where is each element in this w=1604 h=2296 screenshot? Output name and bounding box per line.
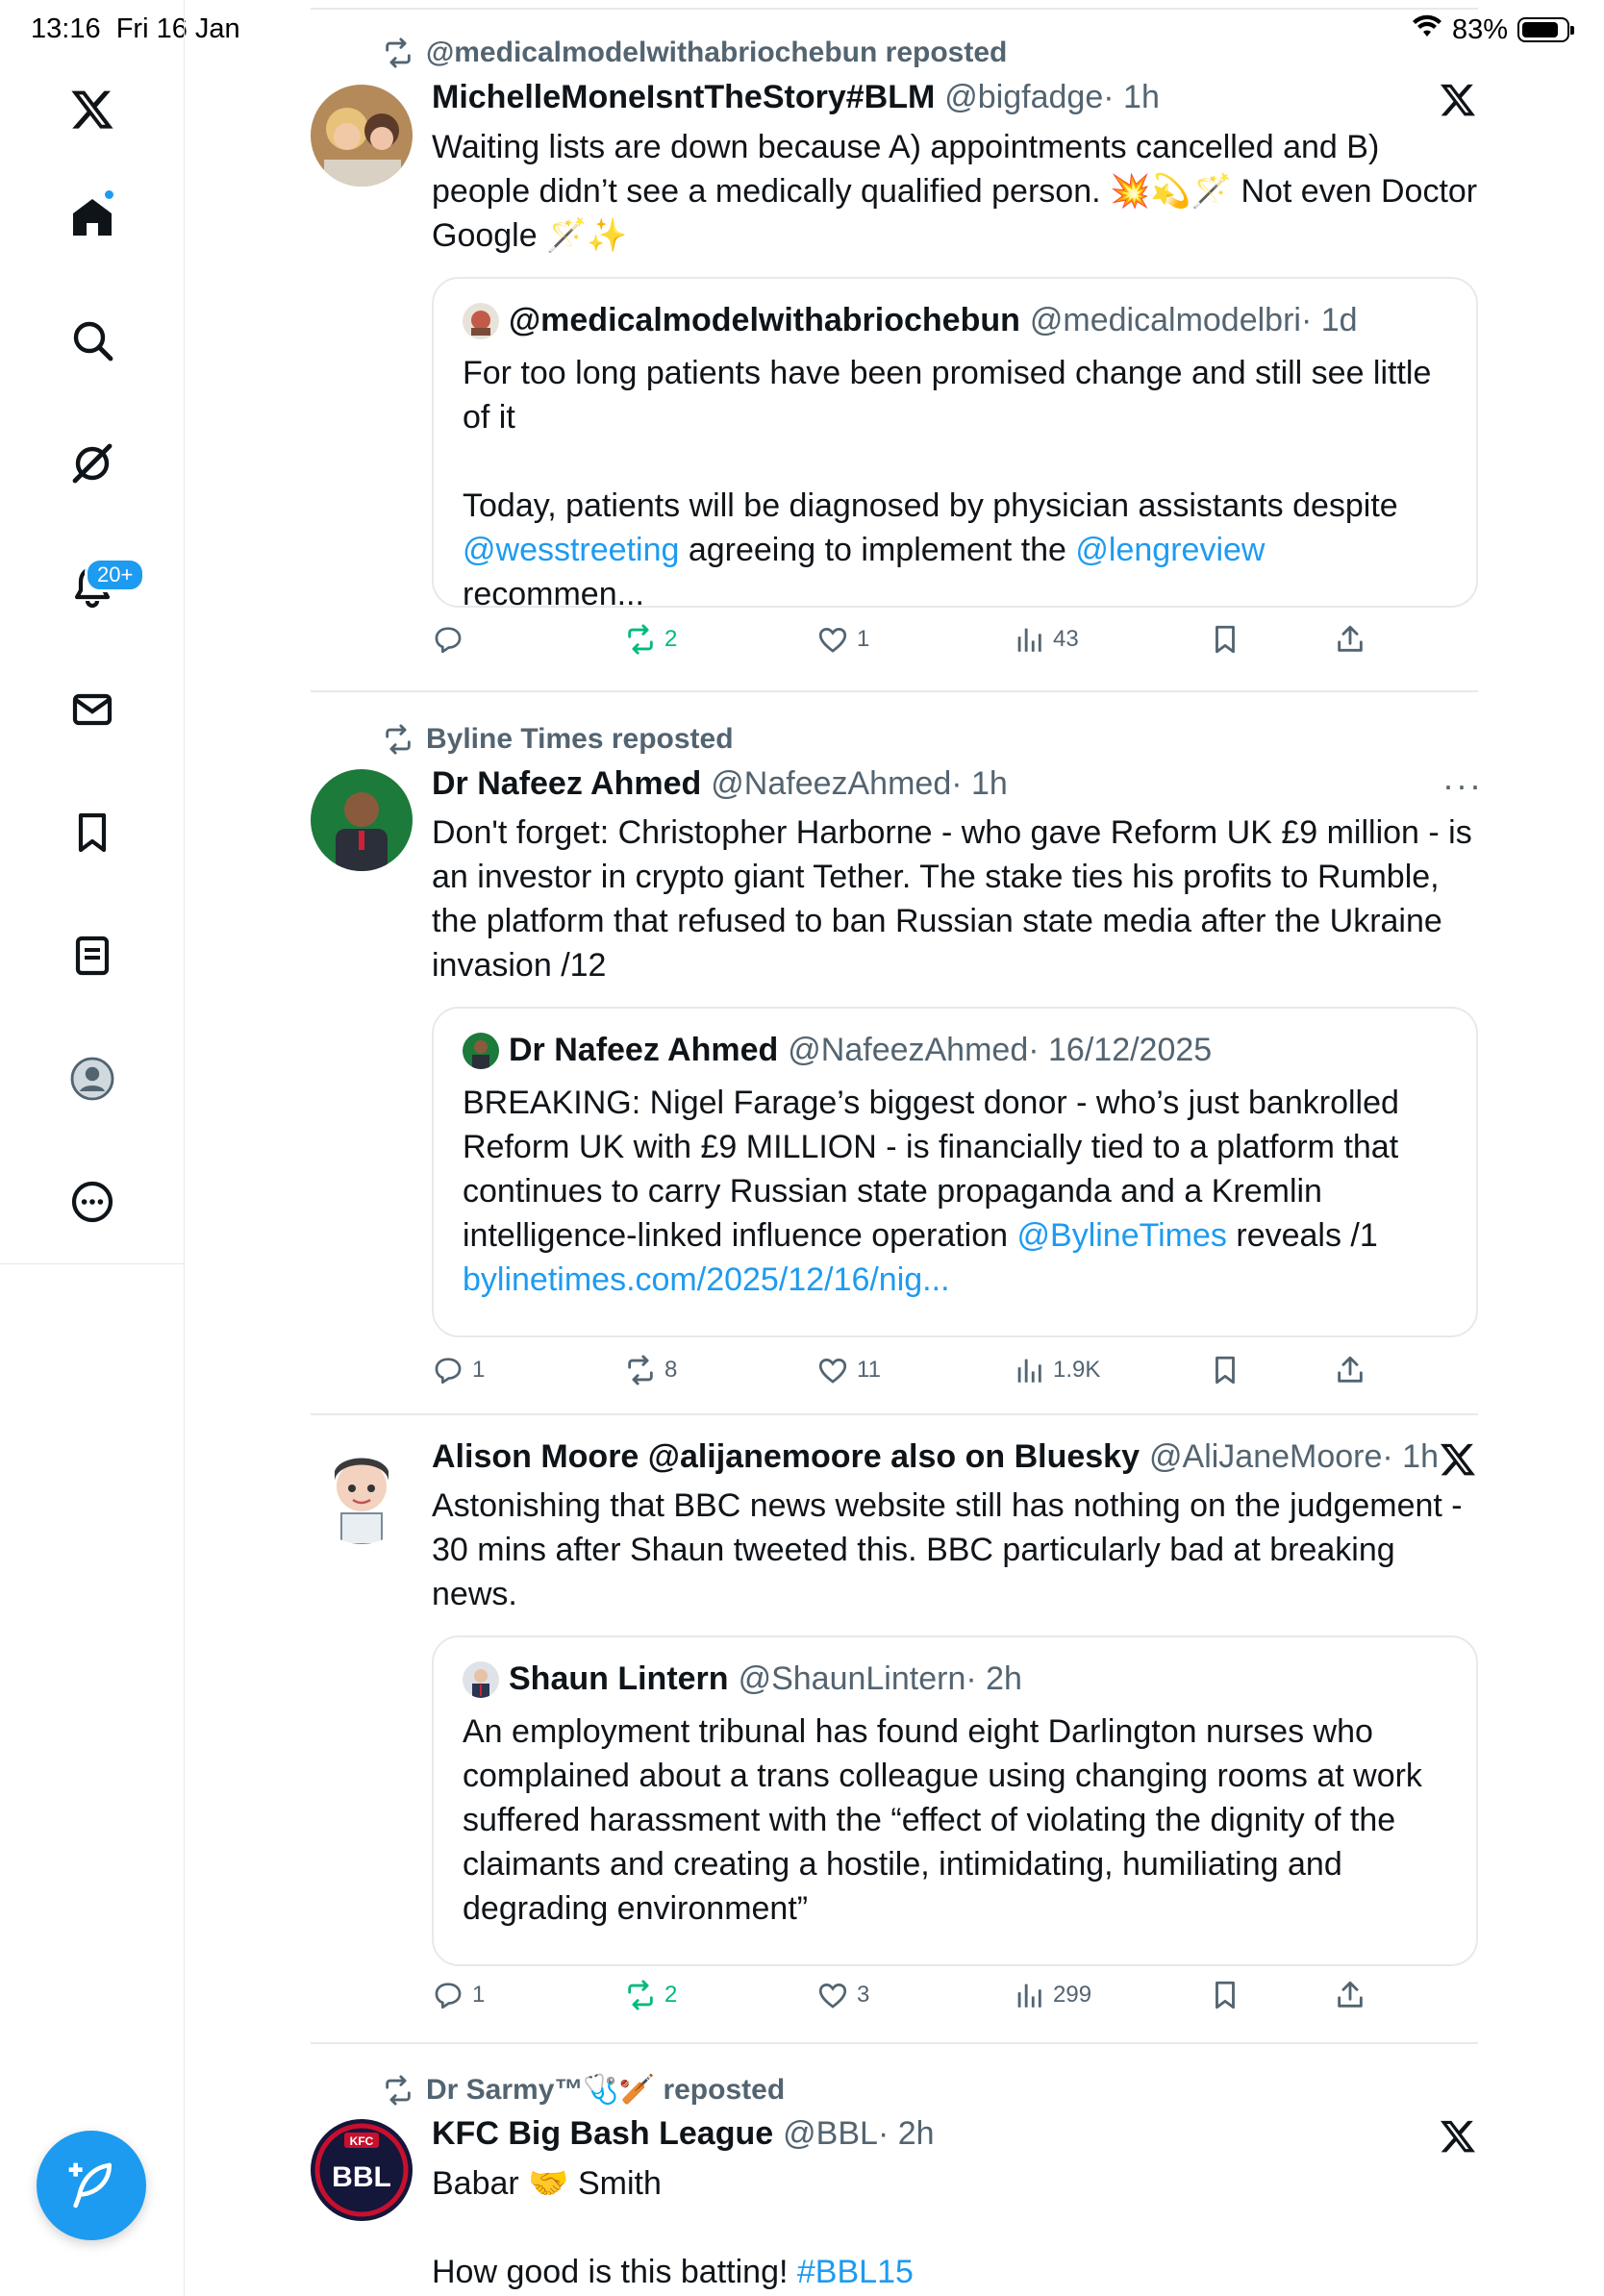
sidebar-divider (0, 1263, 185, 1264)
author-name[interactable]: Dr Nafeez Ahmed (432, 765, 702, 802)
mention-link[interactable]: @wesstreeting (463, 532, 680, 568)
share-button[interactable] (1334, 623, 1366, 656)
author-name[interactable]: Alison Moore @alijanemoore also on Bluesky (432, 1438, 1140, 1475)
tweet-actions (432, 1354, 1451, 1402)
tweet-divider (311, 2042, 1478, 2044)
quoted-author-handle: @medicalmodelbri· 1d (1029, 302, 1358, 338)
feather-plus-icon (64, 2159, 118, 2212)
clock: 13:16 (31, 13, 101, 44)
views-button[interactable]: 1.9K (1013, 1354, 1100, 1386)
reply-button[interactable]: 1 (432, 1979, 485, 2011)
quoted-author-handle: @NafeezAhmed· 16/12/2025 (788, 1032, 1213, 1068)
heart-icon (816, 1979, 849, 2011)
home-unread-dot (103, 188, 115, 201)
quoted-avatar (463, 1033, 499, 1069)
bookmark-icon (1209, 623, 1241, 656)
quoted-text: BREAKING: Nigel Farage’s biggest donor - who’s just bankrolled Reform UK with £9 MILLION - is financially tied to a platform that continues to carry Russian state propaganda and a Kremlin intelligence-linked influence operation @BylineTimes reveals /1 bylinetimes.com/2025/12/16/nig... (463, 1081, 1447, 1302)
timestamp: · 1h (951, 765, 1008, 802)
tweet-text: Don't forget: Christopher Harborne - who gave Reform UK £9 million - is an investor in crypto giant Tether. The stake ties his profits to Rumble, the platform that refused to ban Russian state media after the Ukraine invasion /12 (432, 814, 1472, 984)
quoted-tweet[interactable] (432, 1007, 1478, 1337)
reply-icon (432, 1354, 464, 1386)
repost-icon (624, 623, 657, 656)
repost-button[interactable]: 2 (624, 1979, 677, 2011)
heart-icon (816, 1354, 849, 1386)
timestamp: · 1h (1382, 1438, 1439, 1475)
grok-icon[interactable] (62, 433, 123, 494)
share-button[interactable] (1334, 1979, 1366, 2011)
author-name[interactable]: MichelleMoneIsntTheStory#BLM (432, 79, 936, 115)
author-handle[interactable]: @bigfadge· 1h (944, 79, 1160, 115)
messages-icon[interactable] (62, 679, 123, 740)
repost-icon (382, 723, 414, 756)
tweet-divider (311, 1413, 1478, 1415)
like-button[interactable]: 3 (816, 1979, 869, 2011)
lists-icon[interactable] (62, 925, 123, 986)
author-handle[interactable]: @AliJaneMoore· 1h (1149, 1438, 1439, 1475)
share-button[interactable] (1334, 1354, 1366, 1386)
heart-icon (816, 623, 849, 656)
repost-button[interactable]: 8 (624, 1354, 677, 1386)
share-icon (1334, 1354, 1366, 1386)
repost-icon (382, 37, 414, 69)
quoted-author-name: Shaun Lintern (509, 1660, 729, 1697)
bookmark-button[interactable] (1209, 623, 1241, 656)
quoted-author-name: Dr Nafeez Ahmed (509, 1032, 779, 1068)
x-logo-icon[interactable] (1439, 2117, 1477, 2156)
tweet-header (432, 79, 1160, 116)
avatar[interactable] (311, 2119, 413, 2221)
quoted-tweet[interactable] (432, 277, 1478, 612)
profile-avatar-icon[interactable] (62, 1048, 123, 1110)
avatar[interactable] (311, 85, 413, 187)
repost-label[interactable] (382, 37, 1007, 69)
repost-by-text: Byline Times reposted (426, 723, 734, 755)
tweet-text: Astonishing that BBC news website still has nothing on the judgement - 30 mins after Shaun tweeted this. BBC particularly bad at breaking news. (432, 1487, 1463, 1612)
repost-label[interactable] (382, 2073, 785, 2107)
like-button[interactable]: 11 (816, 1354, 881, 1386)
tweet-header (432, 1438, 1439, 1476)
x-logo-icon[interactable] (1439, 1440, 1477, 1479)
reply-button[interactable]: 1 (432, 1354, 485, 1386)
tweet-header (432, 765, 1008, 803)
timestamp: · 2h (877, 2115, 935, 2152)
wifi-icon (1412, 13, 1442, 46)
quoted-text: For too long patients have been promised change and still see little of it Today, patients will be diagnosed by physician assistants despite @wesstreeting agreeing to implement the @lengreview recommen... (463, 355, 1432, 612)
mention-link[interactable]: @lengreview (1075, 532, 1266, 568)
quoted-avatar (463, 303, 499, 339)
avatar-brand: KFC (349, 2134, 374, 2148)
author-name[interactable]: KFC Big Bash League (432, 2115, 774, 2152)
reply-button[interactable] (432, 623, 472, 656)
repost-button[interactable]: 2 (624, 623, 677, 656)
repost-icon (382, 2074, 414, 2107)
avatar-label: BBL (332, 2161, 391, 2193)
timestamp: · 1h (1103, 79, 1160, 115)
more-options-button[interactable]: ··· (1442, 765, 1483, 805)
notifications-badge: 20+ (85, 558, 145, 592)
tweet-divider (311, 690, 1478, 692)
date: Fri 16 Jan (115, 13, 240, 44)
tweet-text: Waiting lists are down because A) appointments cancelled and B) people didn’t see a medically qualified person. 💥💫🪄 Not even Doctor Google 🪄✨ (432, 129, 1478, 254)
like-button[interactable]: 1 (816, 623, 869, 656)
article-link[interactable]: bylinetimes.com/2025/12/16/nig... (463, 1261, 950, 1298)
repost-by-text: @medicalmodelwithabriochebun reposted (426, 37, 1008, 68)
views-chart-icon (1013, 1979, 1045, 2011)
views-button[interactable]: 299 (1013, 1979, 1091, 2011)
bookmarks-icon[interactable] (62, 802, 123, 863)
sidebar (0, 0, 185, 2296)
battery-icon (1517, 17, 1569, 42)
status-indicators (1412, 13, 1569, 46)
x-logo-icon[interactable] (62, 79, 123, 140)
tweet-actions (432, 623, 1451, 671)
share-icon (1334, 623, 1366, 656)
views-chart-icon (1013, 623, 1045, 656)
views-chart-icon (1013, 1354, 1045, 1386)
author-handle[interactable]: @BBL· 2h (783, 2115, 935, 2152)
search-icon[interactable] (62, 310, 123, 371)
repost-icon (624, 1979, 657, 2011)
quoted-text: An employment tribunal has found eight Darlington nurses who complained about a trans colleague using changing rooms at work suffered harassment with the “effect of violating the dignity of the claimants and creating a hostile, intimidating, humiliating and degrading environment” (463, 1713, 1422, 1927)
bookmark-button[interactable] (1209, 1354, 1241, 1386)
hashtag-link[interactable]: #BBL15 (796, 2254, 914, 2290)
quoted-author-name: @medicalmodelwithabriochebun (509, 302, 1020, 338)
tweet-text: Babar 🤝 Smith How good is this batting! #BBL15 (432, 2165, 914, 2290)
avatar[interactable] (311, 1442, 413, 1544)
reply-icon (432, 623, 464, 656)
reply-icon (432, 1979, 464, 2011)
share-icon (1334, 1979, 1366, 2011)
views-button[interactable]: 43 (1013, 623, 1079, 656)
tweet-header (432, 2115, 935, 2153)
quoted-author-handle: @ShaunLintern· 2h (738, 1660, 1022, 1697)
repost-by-text: Dr Sarmy™🩺🏏 reposted (426, 2074, 786, 2106)
x-logo-icon[interactable] (1439, 81, 1477, 119)
repost-label[interactable] (382, 723, 734, 756)
avatar[interactable] (311, 769, 413, 871)
bookmark-button[interactable] (1209, 1979, 1241, 2011)
quoted-avatar (463, 1661, 499, 1698)
bookmark-icon (1209, 1979, 1241, 2011)
author-handle[interactable]: @NafeezAhmed· 1h (711, 765, 1008, 802)
battery-percent: 83% (1451, 13, 1508, 45)
bookmark-icon (1209, 1354, 1241, 1386)
feed-top-divider (311, 8, 1478, 10)
tweet-actions (432, 1979, 1451, 2027)
compose-post-button[interactable] (37, 2131, 146, 2240)
repost-icon (624, 1354, 657, 1386)
more-options-icon[interactable] (62, 1171, 123, 1233)
mention-link[interactable]: @BylineTimes (1016, 1217, 1227, 1254)
quoted-tweet[interactable] (432, 1635, 1478, 1966)
